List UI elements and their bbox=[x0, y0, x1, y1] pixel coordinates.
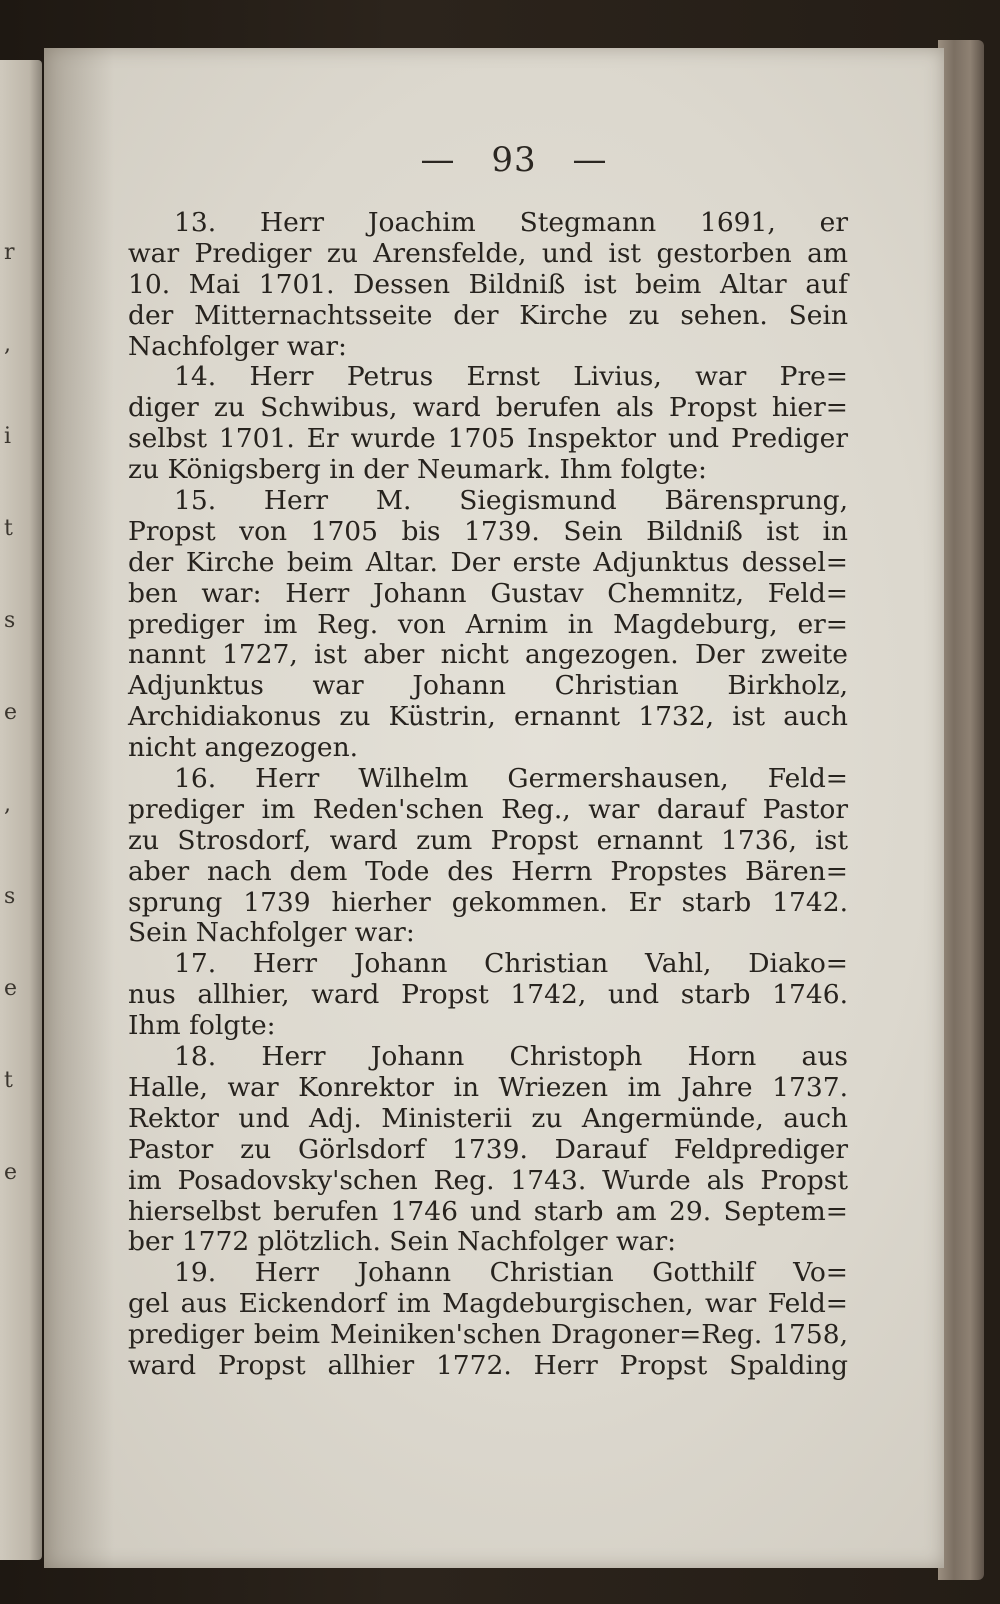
previous-page-fragment: e bbox=[4, 700, 18, 725]
previous-page-edge bbox=[0, 60, 42, 1560]
text-line: 10. Mai 1701. Dessen Bildniß ist beim Altar auf bbox=[128, 268, 848, 300]
previous-page-fragment: s bbox=[4, 884, 16, 909]
text-line: Pastor zu Görlsdorf 1739. Darauf Feldprediger bbox=[128, 1133, 848, 1165]
book-cover-edge bbox=[938, 40, 984, 1580]
text-line: 14. Herr Petrus Ernst Livius, war Pre= bbox=[174, 361, 848, 393]
text-line: zu Strosdorf, ward zum Propst ernannt 1736, ist bbox=[128, 824, 848, 856]
text-line: ward Propst allhier 1772. Herr Propst Spalding bbox=[128, 1349, 848, 1381]
text-line: der Kirche beim Altar. Der erste Adjunktus dessel= bbox=[128, 546, 848, 578]
previous-page-fragment: , bbox=[4, 332, 11, 357]
page-header bbox=[344, 140, 684, 190]
text-line: hierselbst berufen 1746 und starb am 29. Septem= bbox=[128, 1195, 848, 1227]
body-text bbox=[128, 208, 848, 1382]
text-line: im Posadovsky'schen Reg. 1743. Wurde als Propst bbox=[128, 1164, 848, 1196]
text-line: 16. Herr Wilhelm Germershausen, Feld= bbox=[174, 763, 848, 795]
text-line: war Prediger zu Arensfelde, und ist gestorben am bbox=[128, 237, 848, 269]
text-line: ben war: Herr Johann Gustav Chemnitz, Feld= bbox=[128, 577, 848, 609]
text-line: 15. Herr M. Siegismund Bärensprung, bbox=[174, 485, 848, 517]
text-line: sprung 1739 hierher gekommen. Er starb 1742. bbox=[128, 886, 848, 918]
text-line: prediger im Reden'schen Reg., war darauf Pastor bbox=[128, 793, 848, 825]
text-line: ber 1772 plötzlich. Sein Nachfolger war: bbox=[128, 1226, 677, 1258]
text-line: Sein Nachfolger war: bbox=[128, 917, 415, 949]
text-line: diger zu Schwibus, ward berufen als Propst hier= bbox=[128, 392, 848, 424]
text-line: 13. Herr Joachim Stegmann 1691, er bbox=[174, 207, 848, 238]
text-line: Ihm folgte: bbox=[128, 1010, 276, 1042]
previous-page-fragment: s bbox=[4, 608, 16, 633]
gutter-shadow bbox=[44, 48, 114, 1568]
previous-page-fragment: e bbox=[4, 1160, 18, 1185]
text-line: 19. Herr Johann Christian Gotthilf Vo= bbox=[174, 1257, 848, 1289]
page-number: 93 bbox=[491, 140, 537, 180]
text-line: Adjunktus war Johann Christian Birkholz, bbox=[128, 670, 848, 702]
previous-page-fragment: t bbox=[4, 516, 13, 541]
text-line: 18. Herr Johann Christoph Horn aus bbox=[174, 1041, 848, 1073]
text-line: Rektor und Adj. Ministerii zu Angermünde, auch bbox=[128, 1102, 848, 1134]
text-line: 17. Herr Johann Christian Vahl, Diako= bbox=[174, 948, 848, 980]
text-line: prediger beim Meiniken'schen Dragoner=Reg. 1758, bbox=[128, 1319, 848, 1351]
text-line: Propst von 1705 bis 1739. Sein Bildniß ist in bbox=[128, 515, 848, 547]
text-line: selbst 1701. Er wurde 1705 Inspektor und Prediger bbox=[128, 423, 848, 455]
text-line: gel aus Eickendorf im Magdeburgischen, war Feld= bbox=[128, 1288, 848, 1320]
text-line: nicht angezogen. bbox=[128, 732, 359, 764]
text-line: der Mitternachtsseite der Kirche zu sehen. Sein bbox=[128, 299, 848, 331]
text-line: aber nach dem Tode des Herrn Propstes Bären= bbox=[128, 855, 848, 887]
previous-page-fragment: e bbox=[4, 976, 18, 1001]
header-dash-left: — bbox=[420, 140, 456, 180]
text-line: nannt 1727, ist aber nicht angezogen. Der zweite bbox=[128, 639, 848, 671]
previous-page-fragment: t bbox=[4, 1068, 13, 1093]
text-line: nus allhier, ward Propst 1742, und starb 1746. bbox=[128, 979, 848, 1011]
text-line: Halle, war Konrektor in Wriezen im Jahre 1737. bbox=[128, 1071, 848, 1103]
previous-page-fragment: i bbox=[4, 424, 12, 449]
book-page bbox=[44, 48, 944, 1568]
text-line: prediger im Reg. von Arnim in Magdeburg, er= bbox=[128, 608, 848, 640]
text-line: Archidiakonus zu Küstrin, ernannt 1732, ist auch bbox=[128, 701, 848, 733]
text-line: Nachfolger war: bbox=[128, 330, 347, 362]
header-dash-right: — bbox=[572, 140, 608, 180]
text-line: zu Königsberg in der Neumark. Ihm folgte: bbox=[128, 454, 707, 486]
previous-page-fragment: , bbox=[4, 792, 11, 817]
previous-page-fragment: r bbox=[4, 240, 15, 265]
